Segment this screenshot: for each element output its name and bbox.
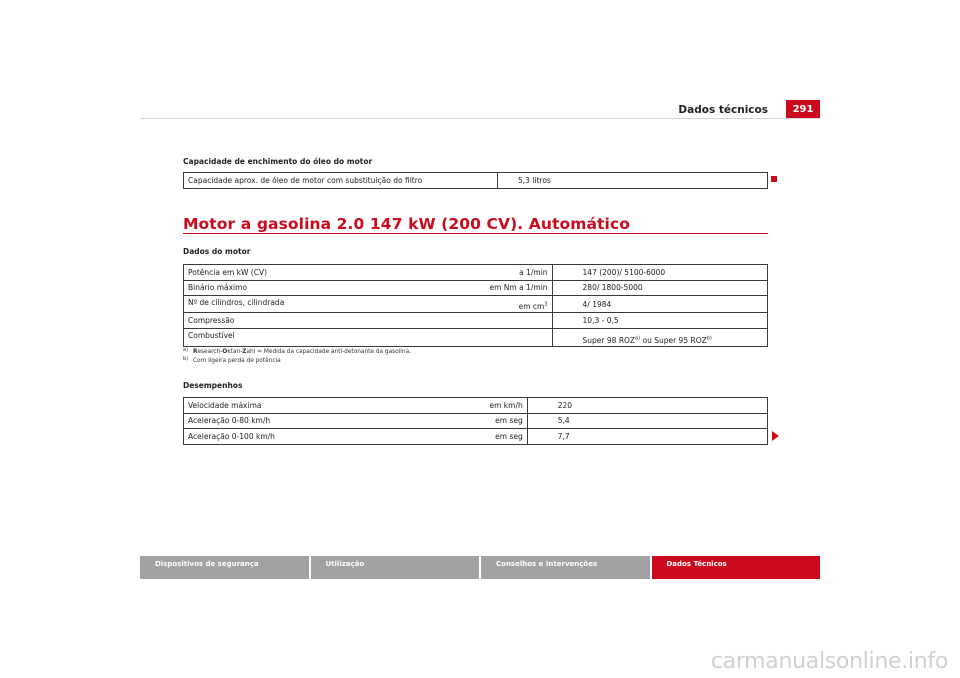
- row-value: 280/ 1800-5000: [552, 280, 767, 296]
- row-unit: a 1/min: [486, 265, 553, 281]
- row-value: 4/ 1984: [552, 296, 767, 313]
- footnote-bold-letter: R: [193, 349, 198, 355]
- table-row: [184, 296, 768, 313]
- footnote-text: Com ligeira perda de potência: [193, 358, 281, 364]
- row-label: Aceleração 0-80 km/h: [184, 413, 486, 429]
- table-row: [184, 413, 768, 429]
- footnote-b: [183, 357, 411, 366]
- row-label: Velocidade máxima: [184, 398, 486, 414]
- row-label: Combustível: [184, 328, 486, 346]
- engine-data-table: [183, 264, 768, 347]
- row-unit: em km/h: [486, 398, 528, 414]
- row-unit: [486, 296, 553, 313]
- table-row: [184, 173, 768, 189]
- row-value: 5,4: [527, 413, 767, 429]
- row-value: 220: [527, 398, 767, 414]
- oil-capacity-label: Capacidade aprox. de óleo de motor com substituição do filtro: [184, 173, 498, 189]
- oil-capacity-heading: Capacidade de enchimento do óleo do motor: [183, 157, 373, 166]
- row-label: Nº de cilindros, cilindrada: [184, 296, 486, 313]
- table-row: [184, 265, 768, 281]
- row-unit: [486, 328, 553, 346]
- engine-data-heading: Dados do motor: [183, 247, 251, 256]
- row-unit: [486, 313, 553, 329]
- engine-title: Motor a gasolina 2.0 147 kW (200 CV). Automático: [183, 215, 631, 233]
- page-number-badge: 291: [786, 100, 820, 119]
- section-end-marker-icon: [771, 176, 777, 182]
- row-label: Binário máximo: [184, 280, 486, 296]
- row-unit: em seg: [486, 429, 528, 445]
- fuel-option-a: Super 98 ROZ: [582, 335, 636, 345]
- title-underline: [183, 233, 768, 234]
- table-row: [184, 429, 768, 445]
- footnote-mark: b): [183, 356, 189, 362]
- table-row: [184, 313, 768, 329]
- footnote-ref-a: a): [635, 335, 641, 341]
- performance-table: [183, 397, 768, 445]
- fuel-option-b: ou Super 95 ROZ: [640, 335, 707, 345]
- page-header-title: Dados técnicos: [678, 104, 768, 116]
- oil-capacity-table: [183, 172, 768, 189]
- unit-text: em cm: [518, 302, 545, 311]
- footnote-text: esearch-: [197, 349, 223, 355]
- row-value: [552, 328, 767, 346]
- row-label: Potência em kW (CV): [184, 265, 486, 281]
- tab-usage[interactable]: Utilização: [311, 556, 480, 579]
- watermark: carmanualsonline.info: [710, 649, 948, 674]
- tab-safety[interactable]: Dispositivos de segurança: [140, 556, 309, 579]
- row-value: 147 (200)/ 5100-6000: [552, 265, 767, 281]
- table-row: [184, 328, 768, 346]
- row-unit: em Nm a 1/min: [486, 280, 553, 296]
- row-unit: em seg: [486, 413, 528, 429]
- footnote-mark: a): [183, 347, 189, 353]
- table-row: [184, 398, 768, 414]
- footnote-bold-letter: Z: [242, 349, 247, 355]
- footnote-a: [183, 348, 411, 357]
- footer-nav: [140, 556, 820, 579]
- header-divider: [140, 118, 820, 119]
- footnote-bold-letter: O: [222, 349, 228, 355]
- oil-capacity-value: 5,3 litros: [498, 173, 768, 189]
- row-label: Aceleração 0-100 km/h: [184, 429, 486, 445]
- continue-arrow-icon: [772, 431, 779, 441]
- footnote-text: ahl = Medida da capacidade anti-detonante da gasolina.: [246, 349, 411, 355]
- row-value: 7,7: [527, 429, 767, 445]
- row-label: Compressão: [184, 313, 486, 329]
- tab-technical-data[interactable]: Dados Técnicos: [652, 556, 821, 579]
- unit-superscript: 3: [544, 301, 548, 308]
- table-row: [184, 280, 768, 296]
- footnotes: [183, 348, 411, 366]
- footnote-ref-b: b): [706, 335, 712, 341]
- tab-tips[interactable]: Conselhos e Intervenções: [481, 556, 650, 579]
- row-value: 10,3 - 0,5: [552, 313, 767, 329]
- performance-heading: Desempenhos: [183, 381, 243, 390]
- footnote-text: ktan-: [227, 349, 243, 355]
